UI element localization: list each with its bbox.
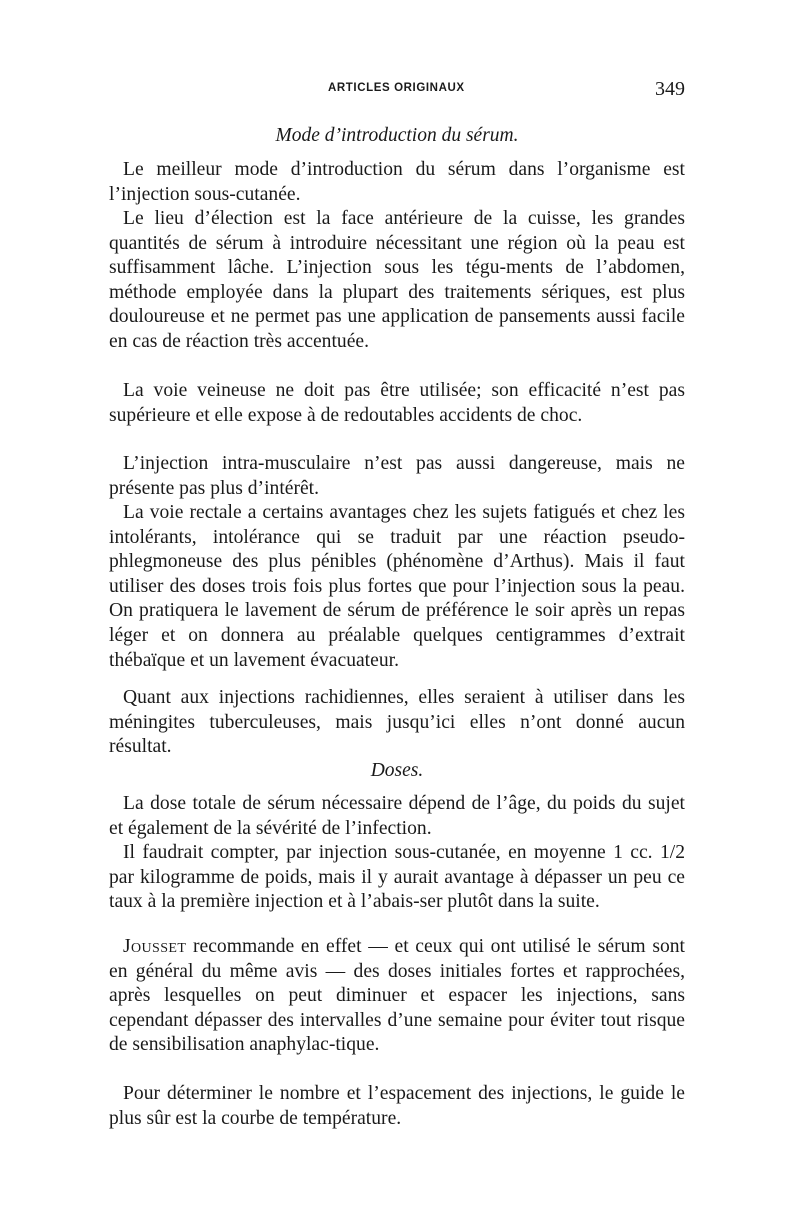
- section-title-doses: Doses.: [370, 760, 424, 781]
- paragraph: Le meilleur mode d’introduction du sérum dans l’organisme est l’injection sous-cutanée.: [109, 159, 685, 205]
- paragraph: La voie rectale a certains avantages chez les sujets fatigués et chez les intolérants, intolérance qui se traduit par une réaction pseudo-phlegmoneuse des plus pénibles (phénomène d’Arthus). Mais il faut utiliser des doses trois fois plus fortes que pour l’injection sous la peau. On pratiquera le lavement de sérum de préférence le soir après un repas léger et on donnera au préalable quelques centigrammes d’extrait thébaïque et un lavement évacuateur.: [109, 502, 685, 671]
- running-header: [109, 78, 685, 102]
- paragraph: [109, 935, 685, 1058]
- running-title: ARTICLES ORIGINAUX: [328, 82, 465, 94]
- paragraph: Il faudrait compter, par injection sous-cutanée, en moyenne 1 cc. 1/2 par kilogramme de poids, mais il y aurait avantage à dépasser un peu ce taux à la première injection et à l’abais-ser plutôt dans la suite.: [109, 842, 685, 913]
- paragraph: Pour déterminer le nombre et l’espacement des injections, le guide le plus sûr est la courbe de température.: [109, 1083, 685, 1129]
- page-number: 349: [655, 78, 685, 100]
- book-page: [109, 0, 685, 1227]
- paragraph: Quant aux injections rachidiennes, elles seraient à utiliser dans les méningites tuberculeuses, mais jusqu’ici elles n’ont donné aucun résultat.: [109, 687, 685, 758]
- paragraph: La voie veineuse ne doit pas être utilisée; son efficacité n’est pas supérieure et elle expose à de redoutables accidents de choc.: [109, 380, 685, 426]
- author-name: Jousset: [123, 936, 187, 957]
- section-title-mode-introduction: Mode d’introduction du sérum.: [275, 125, 519, 146]
- paragraph: Le lieu d’élection est la face antérieure de la cuisse, les grandes quantités de sérum à introduire nécessitant une région où la peau est suffisamment lâche. L’injection sous les tégu-ments de l’abdomen, méthode employée dans la plupart des traitements sériques, est plus douloureuse et ne permet pas une application de pansements aussi facile en cas de réaction très accentuée.: [109, 208, 685, 352]
- paragraph-text: recommande en effet — et ceux qui ont utilisé le sérum sont en général du même avis — des doses initiales fortes et rapprochées, après lesquelles on peut diminuer et espacer les injections, sans cependant dépasser des intervalles d’une semaine pour éviter tout risque de sensibilisation anaphylac-tique.: [109, 936, 685, 1056]
- paragraph: La dose totale de sérum nécessaire dépend de l’âge, du poids du sujet et également de la sévérité de l’infection.: [109, 793, 685, 839]
- paragraph: L’injection intra-musculaire n’est pas aussi dangereuse, mais ne présente pas plus d’intérêt.: [109, 453, 685, 499]
